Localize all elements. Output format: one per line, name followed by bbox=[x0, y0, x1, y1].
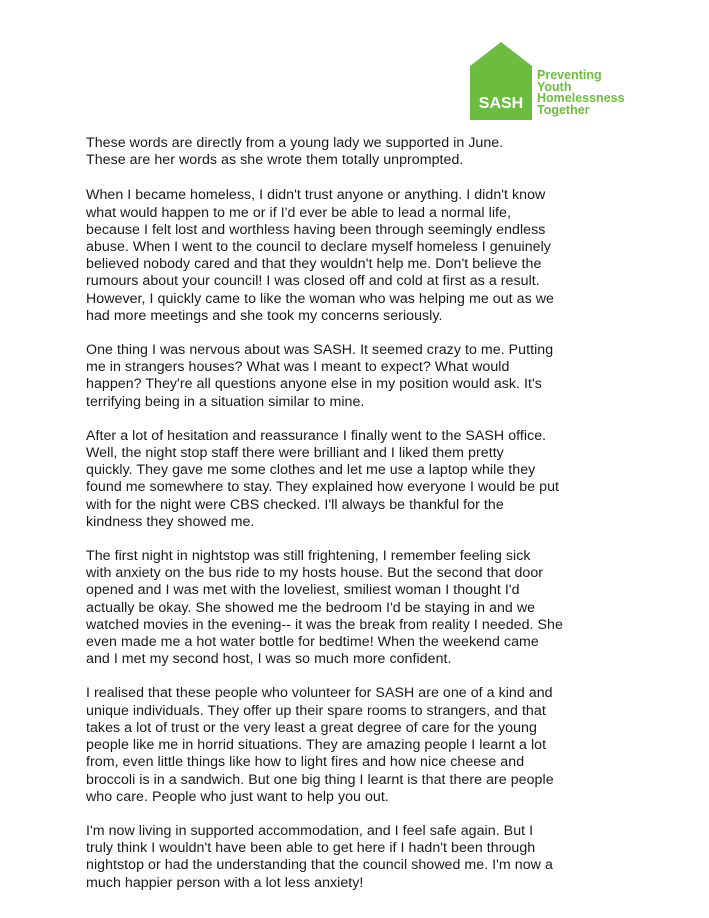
logo-tagline-line: Homelessness bbox=[537, 91, 625, 105]
logo-tagline-line: Preventing bbox=[537, 68, 602, 82]
body-paragraph-1: When I became homeless, I didn't trust anyone or anything. I didn't know what would happen to me or if I'd ever be able to lead a normal life, because I felt lost and worthless having been through seemingly endless abuse. When I went to the council to declare myself homeless I genuinely believed nobody cared and that they wouldn't help me. Don't believe the rumours about your council! I was closed off and cold at first as a result. However, I quickly came to like the woman who was helping me out as we had more meetings and she took my concerns seriously. bbox=[86, 187, 554, 324]
logo-tagline-line: Together bbox=[537, 102, 590, 117]
body-paragraph-3: After a lot of hesitation and reassurance I finally went to the SASH office. Well, the night stop staff there were brilliant and I liked them pretty quickly. They gave me some clothes and let me use a laptop while they found me somewhere to stay. They explained how everyone I would be put with for the night were CBS checked. I'll always be thankful for the kindness they showed me. bbox=[86, 427, 560, 530]
body-paragraph-4: The first night in nightstop was still frightening, I remember feeling sick with anxiety on the bus ride to my hosts house. But the second that door opened and I was met with the loveliest, smiliest woman I thought I'd actually be okay. She showed me the bedroom I'd be staying in and we watched movies in the evening-- it was the break from reality I needed. She even made me a hot water bottle for bedtime! When the weekend came and I met my second host, I was so much more confident. bbox=[86, 548, 563, 668]
sash-logo bbox=[470, 42, 650, 122]
logo-mark-text: SASH bbox=[478, 95, 524, 112]
logo-tagline-line: Youth bbox=[537, 79, 572, 94]
body-paragraph-6: I'm now living in supported accommodation, and I feel safe again. But I truly think I wouldn't have been able to get here if I hadn't been through nightstop or had the understanding that the council showed me. I'm now a much happier person with a lot less anxiety! bbox=[86, 822, 553, 891]
letter-body bbox=[86, 135, 646, 909]
logo-tagline bbox=[537, 70, 625, 116]
body-paragraph-2: One thing I was nervous about was SASH. It seemed crazy to me. Putting me in strangers houses? What was I meant to expect? What would happen? They're all questions anyone else in my position would ask. It's terrifying being in a situation similar to mine. bbox=[86, 342, 554, 410]
body-paragraph-5: I realised that these people who volunteer for SASH are one of a kind and unique individuals. They offer up their spare rooms to strangers, and that takes a lot of trust or the very least a great degree of care for the young people like me in horrid situations. They are amazing people I learnt a lot from, even little things like how to light fires and how nice cheese and broccoli is in a sandwich. But one big thing I learnt is that there are people who care. People who just want to help you out. bbox=[86, 685, 554, 805]
intro-paragraph: These words are directly from a young lady we supported in June. These are her words as she wrote them totally unprompted. bbox=[86, 135, 504, 169]
house-logo-icon bbox=[470, 42, 532, 120]
